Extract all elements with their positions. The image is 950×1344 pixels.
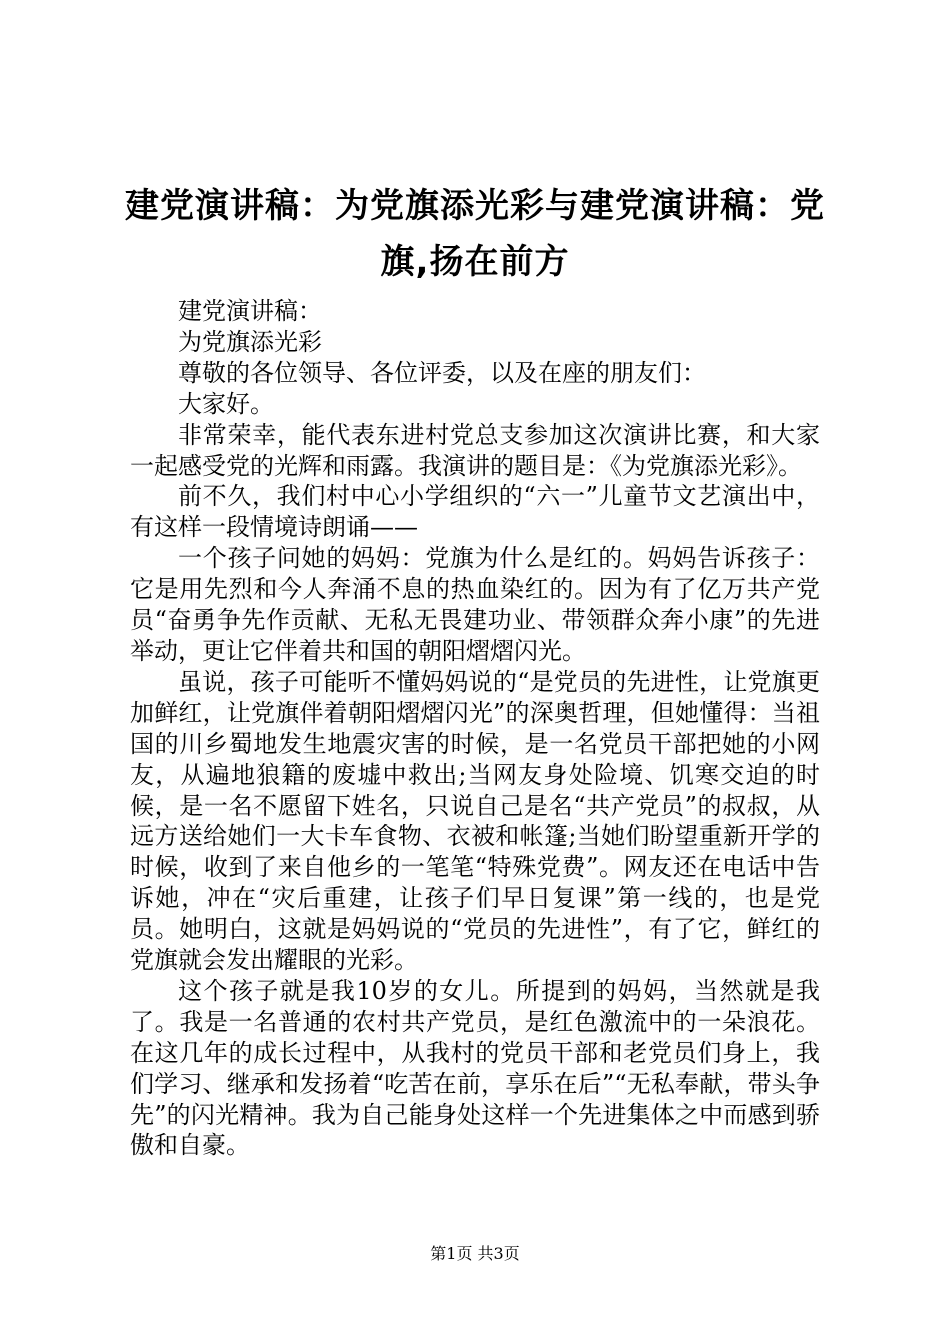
paragraph: 大家好。	[178, 389, 274, 418]
page-footer: 第1页 共3页	[430, 1244, 520, 1263]
paragraph: 虽说，孩子可能听不懂妈妈说的“是党员的先进性，让党旗更加鲜红，让党旗伴着朝阳熠熠闪光”的深奥哲理，但她懂得：当祖国的川乡蜀地发生地震灾害的时候，是一名党员干部把她的小网友，从遍地狼籍的废墟中救出;当网友身处险境、饥寒交迫的时候，是一名不愿留下姓名，只说自己是名“共产党员”的叔叔，从远方送给她们一大卡车食物、衣被和帐篷;当她们盼望重新开学的时候，收到了来自他乡的一笔笔“特殊党费”。网友还在电话中告诉她，冲在“灾后重建，让孩子们早日复课”第一线的，也是党员。她明白，这就是妈妈说的“党员的先进性”，有了它，鲜红的党旗就会发出耀眼的光彩。	[130, 667, 820, 975]
paragraph: 建党演讲稿：	[178, 297, 322, 325]
paragraph: 尊敬的各位领导、各位评委，以及在座的朋友们：	[178, 358, 706, 387]
paragraph: 前不久，我们村中心小学组织的“六一”儿童节文艺演出中，有这样一段情境诗朗诵——	[130, 482, 820, 542]
document-body	[130, 296, 820, 1161]
paragraph: 为党旗添光彩	[178, 327, 322, 356]
paragraph: 一个孩子问她的妈妈：党旗为什么是红的。妈妈告诉孩子：它是用先烈和今人奔涌不息的热血染红的。因为有了亿万共产党员“奋勇争先作贡献、无私无畏建功业、带领群众奔小康”的先进举动，更让它伴着共和国的朝阳熠熠闪光。	[130, 544, 820, 665]
document-title: 建党演讲稿：为党旗添光彩与建党演讲稿：党旗,扬在前方	[125, 186, 825, 282]
paragraph: 非常荣幸，能代表东进村党总支参加这次演讲比赛，和大家一起感受党的光辉和雨露。我演讲的题目是：《为党旗添光彩》。	[130, 420, 820, 480]
paragraph: 这个孩子就是我10岁的女儿。所提到的妈妈，当然就是我了。我是一名普通的农村共产党员，是红色激流中的一朵浪花。在这几年的成长过程中，从我村的党员干部和老党员们身上，我们学习、继承和发扬着“吃苦在前，享乐在后”“无私奉献，带头争先”的闪光精神。我为自己能身处这样一个先进集体之中而感到骄傲和自豪。	[130, 976, 820, 1160]
